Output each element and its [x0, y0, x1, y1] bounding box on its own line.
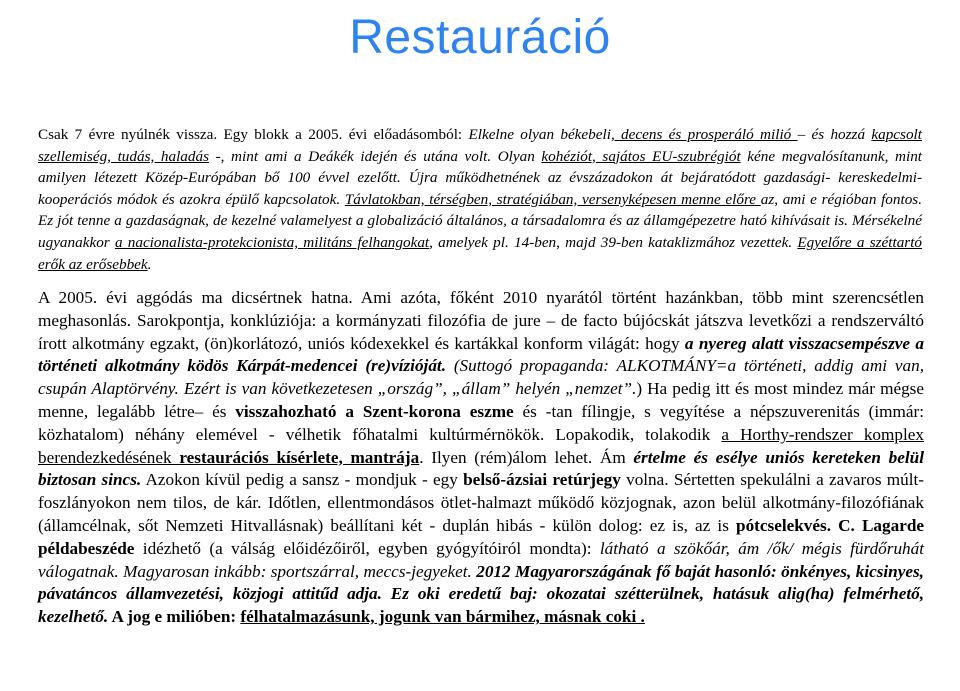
- text-span: (Suttogó propaganda: ALKOTMÁNY=a történeti, addig ami van, csupán Alaptörvény. Ezért is van következetesen „ország”, „állam” helyén „nemzet”.: [38, 356, 924, 399]
- text-span: Távlatokban, térségben, stratégiában, versenyképesen menne előre: [344, 190, 761, 208]
- text-span: kéne megvalósítanunk, mint amilyen létezett Közép-Európában bő 100 évvel ezelőtt. Újra működhetnének az évszázadokon át bejáratódott gazdasági- kereskedelmi-kooperációs módok és azokra épülő kapcsolatok.: [38, 147, 923, 208]
- text-span: Ez jót tenne a gazdaságnak, de kezelné valamelyest a globalizáció általános, a társadalomra és az államgépezetre ható kihívásait is. Mérsékelné ugyanakkor: [38, 212, 922, 251]
- text-span: kohéziót, sajátos EU-szubrégiót: [541, 147, 741, 165]
- text-span: A 2005. évi aggódás ma dicsértnek hatna. Ami azóta, főként 2010 nyarától történt hazánkban, több mint szerencsétlen meghasonlás. Sarokpontja, konklúziója: a kormányzati filozófia de jure – de facto bújócskát játszva levetkőzi a rendszerváltó írott alkotmány egzakt, (ön)korlátozó, uniós kódexekkel és kartákkal konform világát: hogy: [38, 288, 924, 353]
- text-span: idézhető (a válság előidézőiről, egyben gyógyítóiról mondta):: [134, 538, 600, 558]
- text-span: visszahozható a Szent-korona eszme: [235, 401, 514, 421]
- text-span: ) Ha pedig itt és most mindez már mégse menne, legalább létre– és: [38, 379, 924, 421]
- text-span: , decens és prosperáló milió: [610, 126, 798, 143]
- text-span: a nacionalista-protekcionista, militáns felhangokat: [114, 233, 430, 251]
- text-span: Csak 7 évre nyúlnék vissza. Egy blokk a 2005. évi előadásomból:: [38, 126, 469, 143]
- text-span: Egyelőre a széttartó erők az erősebbek: [38, 233, 923, 273]
- text-span: a Horthy-rendszer komplex berendezkedésének: [38, 424, 924, 467]
- text-span: értelme és esélye uniós kereteken belül biztosan sincs.: [38, 447, 924, 490]
- text-span: belső-ázsiai retúrjegy: [463, 470, 621, 490]
- text-span: A jog e milióben:: [108, 607, 241, 627]
- text-span: látható a szökőár, ám: [599, 538, 768, 558]
- text-span: restaurációs kísérlete, mantrája: [179, 447, 420, 467]
- text-span: /ők/: [767, 538, 794, 558]
- text-span: volna. Sértetten spekulálni a zavaros múlt-foszlányokon nem tilos, de kár. Időtlen, ellentmondásos ötlet-halmazt működő közjognak, azon belül alkotmány-filozófiának (államcélnak, sőt Nemzeti Hitvallásnak) beállítani két - duplán hibás - külön dolog: ez is, az is: [38, 470, 925, 535]
- text-span: és -tan fílingje, s vegyítése a népszuverenitás (immár: közhatalom) néhány elemével - vélhetik főhatalmi kultúrmérnökök. Lopakodik, tolakodik: [38, 401, 924, 444]
- text-span: . Ilyen (rém)álom lehet. Ám: [419, 447, 634, 467]
- text-span: pótcselekvés. C. Lagarde példabeszéde: [38, 515, 925, 558]
- text-span: az, ami e régióban fontos.: [760, 190, 923, 208]
- text-span: kapcsolt szellemiség, tudás, haladás: [38, 126, 922, 165]
- text-span: , amelyek pl. 14-ben, majd 39-ben kataklizmához vezettek.: [429, 233, 798, 251]
- text-span: Elkelne olyan békebeli: [468, 126, 611, 143]
- paragraph-commentary: [38, 287, 924, 629]
- slide-title: Restauráció: [349, 11, 611, 64]
- text-span: Azokon kívül pedig a sansz - mondjuk - egy: [141, 470, 464, 490]
- text-span: 2012 Magyarországának fő baját hasonló: önkényes, kicsinyes, pávatáncos államvezetési, közjogi attitűd adja. Ez oki eredetű baj: okozatai szétterülnek, hatásuk alig(ha) felmérhető, kezelhető.: [38, 561, 924, 627]
- paragraph-2005-quote: [38, 124, 922, 275]
- text-span: Olyan: [491, 147, 542, 165]
- text-span: .: [147, 255, 152, 273]
- text-span: -, mint ami a Deákék idején és utána volt.: [208, 147, 492, 165]
- text-span: – és hozzá: [797, 126, 872, 143]
- text-span: a nyereg alatt visszacsempészve a történeti alkotmány ködös Kárpát-medencei (re)vízióját.: [38, 333, 924, 376]
- text-span: mégis fürdőruhát válogatnak. Magyarosan inkább: sportszárral, meccs-jegyeket.: [38, 538, 925, 581]
- text-span: félhatalmazásunk, jogunk van bármihez, másnak coki .: [240, 607, 645, 627]
